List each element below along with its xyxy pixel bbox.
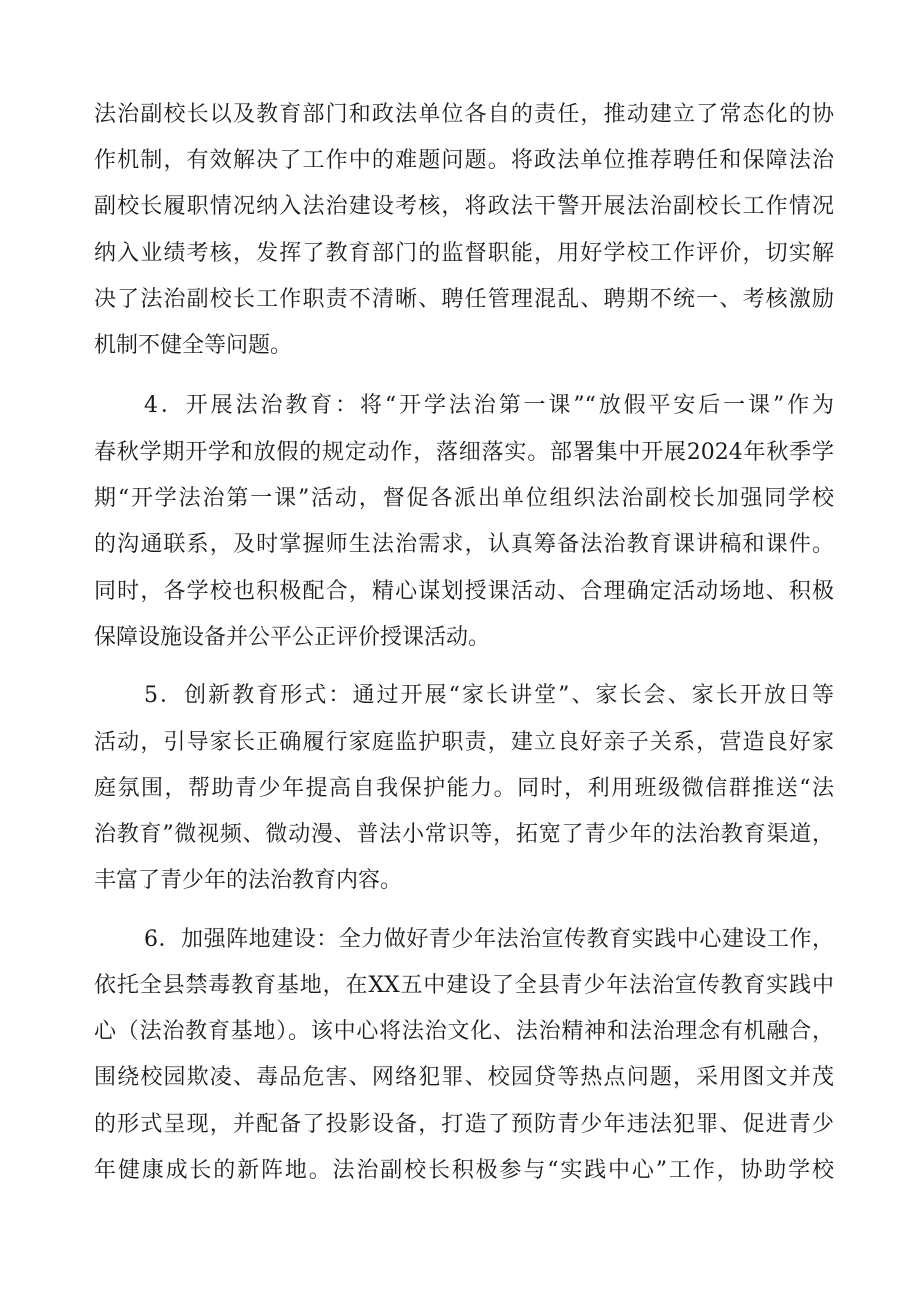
text-line: 同时，各学校也积极配合，精心谋划授课活动、合理确定活动场地、积极: [94, 579, 834, 604]
text-line: 围绕校园欺凌、毒品危害、网络犯罪、校园贷等热点问题，采用图文并茂: [94, 1065, 834, 1090]
text-line: 决了法治副校长工作职责不清晰、聘任管理混乱、聘期不统一、考核激励: [94, 287, 834, 312]
text-line: 依托全县禁毒教育基地，在XX五中建设了全县青少年法治宣传教育实践中: [94, 973, 834, 998]
text-line: 法治副校长以及教育部门和政法单位各自的责任，推动建立了常态化的协: [94, 102, 834, 127]
text-line: 机制不健全等问题。: [94, 333, 293, 358]
text-line: 治教育”微视频、微动漫、普法小常识等，拓宽了青少年的法治教育渠道，: [94, 822, 834, 847]
text-line: 6．加强阵地建设：全力做好青少年法治宣传教育实践中心建设工作，: [144, 927, 834, 952]
text-line: 保障设施设备并公平公正评价授课活动。: [94, 625, 491, 650]
text-line: 丰富了青少年的法治教育内容。: [94, 868, 403, 893]
text-line: 作机制，有效解决了工作中的难题问题。将政法单位推荐聘任和保障法治: [94, 148, 834, 173]
text-line: 4．开展法治教育：将“开学法治第一课”“放假平安后一课”作为: [144, 393, 834, 418]
text-line: 春秋学期开学和放假的规定动作，落细落实。部署集中开展2024年秋季学: [94, 440, 834, 465]
text-line: 活动，引导家长正确履行家庭监护职责，建立良好亲子关系，营造良好家: [94, 730, 834, 755]
text-line: 的形式呈现，并配备了投影设备，打造了预防青少年违法犯罪、促进青少: [94, 1112, 834, 1137]
text-line: 心（法治教育基地）。该中心将法治文化、法治精神和法治理念有机融合，: [94, 1019, 834, 1044]
text-line: 纳入业绩考核，发挥了教育部门的监督职能，用好学校工作评价，切实解: [94, 241, 834, 266]
text-line: 期“开学法治第一课”活动，督促各派出单位组织法治副校长加强同学校: [94, 486, 834, 511]
text-line: 的沟通联系，及时掌握师生法治需求，认真筹备法治教育课讲稿和课件。: [94, 532, 834, 557]
text-line: 庭氛围，帮助青少年提高自我保护能力。同时，利用班级微信群推送“法: [94, 776, 834, 801]
text-line: 5．创新教育形式：通过开展“家长讲堂”、家长会、家长开放日等: [144, 683, 834, 708]
text-line: 年健康成长的新阵地。法治副校长积极参与“实践中心”工作，协助学校: [94, 1158, 834, 1183]
text-line: 副校长履职情况纳入法治建设考核，将政法干警开展法治副校长工作情况: [94, 194, 834, 219]
